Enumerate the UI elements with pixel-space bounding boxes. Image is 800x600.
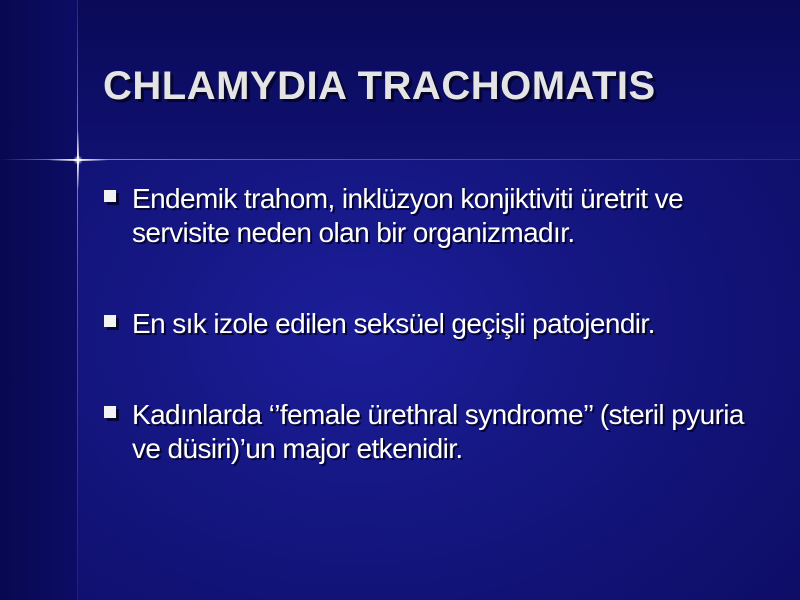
bullet-text: Kadınlarda ‘’female ürethral syndrome’’ (steril pyuria ve düsiri)’un major etkenidir.: [132, 399, 744, 464]
square-bullet-icon: [104, 406, 118, 420]
vertical-divider: [77, 0, 78, 600]
square-bullet-icon: [104, 315, 118, 329]
square-bullet-icon: [104, 190, 118, 204]
bullet-text: Endemik trahom, inklüzyon konjiktiviti üretrit ve servisite neden olan bir organizmadır.: [132, 183, 684, 248]
bullet-item: [104, 398, 764, 466]
left-margin-band: [0, 0, 78, 600]
slide-title: CHLAMYDIA TRACHOMATIS: [103, 64, 656, 108]
bullet-text: En sık izole edilen seksüel geçişli patojendir.: [132, 308, 655, 339]
bullet-item: [104, 307, 764, 341]
horizontal-divider: [0, 159, 800, 160]
bullet-item: [104, 182, 764, 250]
bullet-list: [104, 182, 764, 466]
